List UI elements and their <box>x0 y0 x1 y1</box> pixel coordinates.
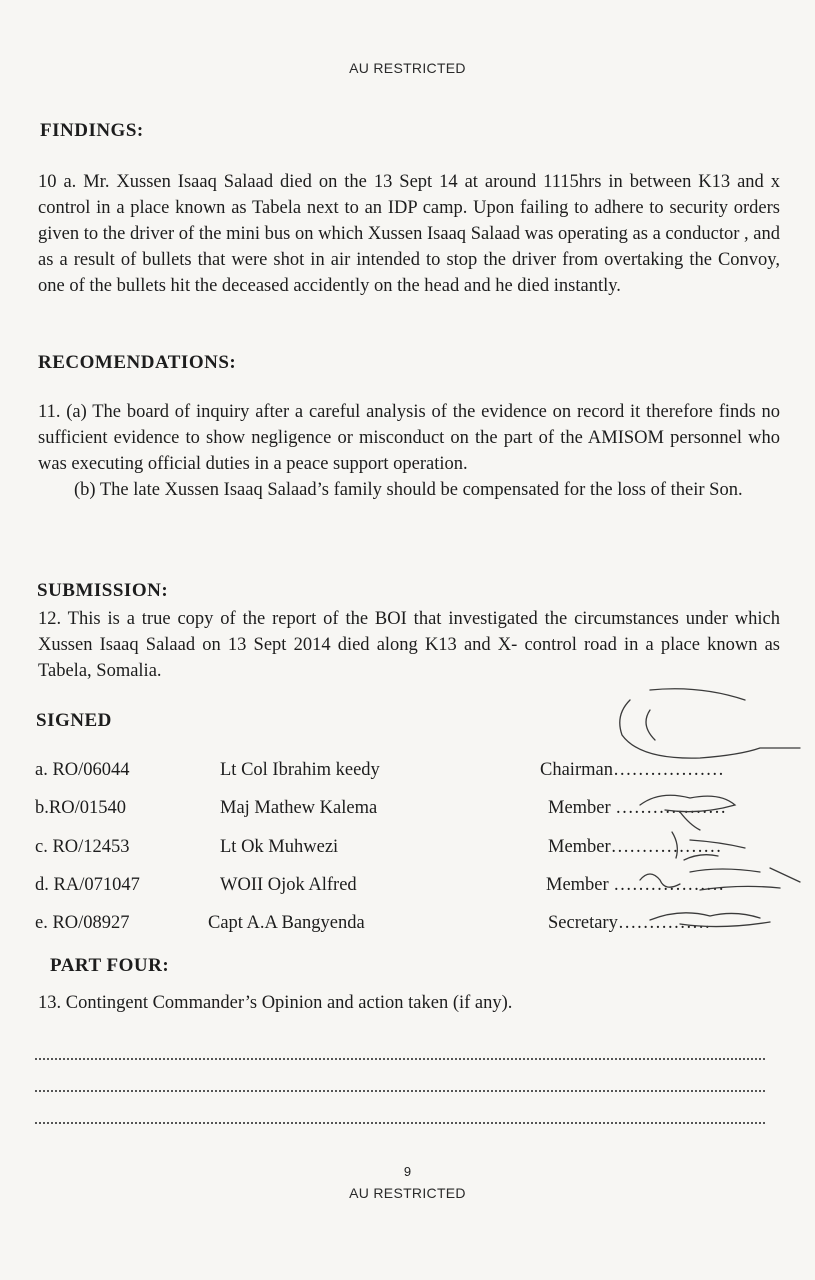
signatory-number: c. RO/12453 <box>35 837 130 857</box>
signatory-role: Secretary…………… <box>548 913 711 933</box>
signatory-name: Lt Ok Muhwezi <box>220 837 339 857</box>
findings-heading: FINDINGS: <box>40 120 144 141</box>
signatory-row <box>0 913 815 939</box>
submission-text: 12. This is a true copy of the report of the BOI that investigated the circumstances under which Xussen Isaaq Salaad on 13 Sept 2014 died along K13 and X- control road in a place known as Tabela, Somalia. <box>38 609 780 681</box>
footer-classification: AU RESTRICTED <box>349 1185 466 1201</box>
signatory-row <box>0 760 815 786</box>
blank-line <box>35 1058 765 1060</box>
signed-heading: SIGNED <box>36 710 112 731</box>
recommendation-b: (b) The late Xussen Isaaq Salaad’s family should be compensated for the loss of their Son. <box>74 480 743 500</box>
recommendations-heading: RECOMENDATIONS: <box>38 352 237 373</box>
submission-paragraph <box>38 606 780 684</box>
signatory-role: Member ……………… <box>546 875 725 895</box>
header-classification: AU RESTRICTED <box>349 60 466 76</box>
recommendation-a: 11. (a) The board of inquiry after a careful analysis of the evidence on record it therefore finds no sufficient evidence to show negligence or misconduct on the part of the AMISOM personnel who was executing official duties in a peace support operation. <box>38 402 780 474</box>
signatory-role: Member ……………… <box>548 798 727 818</box>
part-four-paragraph <box>38 990 780 1016</box>
signatory-number: a. RO/06044 <box>35 760 130 780</box>
chairman-signature <box>620 689 800 758</box>
signatory-row <box>0 798 815 824</box>
signatory-row <box>0 875 815 901</box>
blank-line <box>35 1090 765 1092</box>
submission-heading: SUBMISSION: <box>37 580 169 601</box>
signatory-number: e. RO/08927 <box>35 913 130 933</box>
findings-text: 10 a. Mr. Xussen Isaaq Salaad died on the 13 Sept 14 at around 1115hrs in between K13 and x control in a place known as Tabela next to an IDP camp. Upon failing to adhere to security orders given to the driver of the mini bus on which Xussen Isaaq Salaad was operating as a conductor , and as a result of bullets that were shot in air intended to stop the driver from overtaking the Convoy, one of the bullets hit the deceased accidently on the head and he died instantly. <box>38 172 780 296</box>
signatory-number: d. RA/071047 <box>35 875 140 895</box>
recommendations-paragraph <box>38 399 780 503</box>
page-number: 9 <box>403 1164 412 1179</box>
signatory-name: Lt Col Ibrahim keedy <box>220 760 380 780</box>
signatory-row <box>0 837 815 863</box>
part-four-text: 13. Contingent Commander’s Opinion and action taken (if any). <box>38 993 513 1013</box>
signatory-name: Capt A.A Bangyenda <box>208 913 365 933</box>
signatory-number: b.RO/01540 <box>35 798 126 818</box>
signatory-role: Member……………… <box>548 837 722 857</box>
signatory-role: Chairman……………… <box>540 760 724 780</box>
signatory-name: Maj Mathew Kalema <box>220 798 378 818</box>
part-four-heading: PART FOUR: <box>50 955 170 976</box>
signatory-name: WOII Ojok Alfred <box>220 875 357 895</box>
findings-paragraph <box>38 169 780 299</box>
blank-line <box>35 1122 765 1124</box>
